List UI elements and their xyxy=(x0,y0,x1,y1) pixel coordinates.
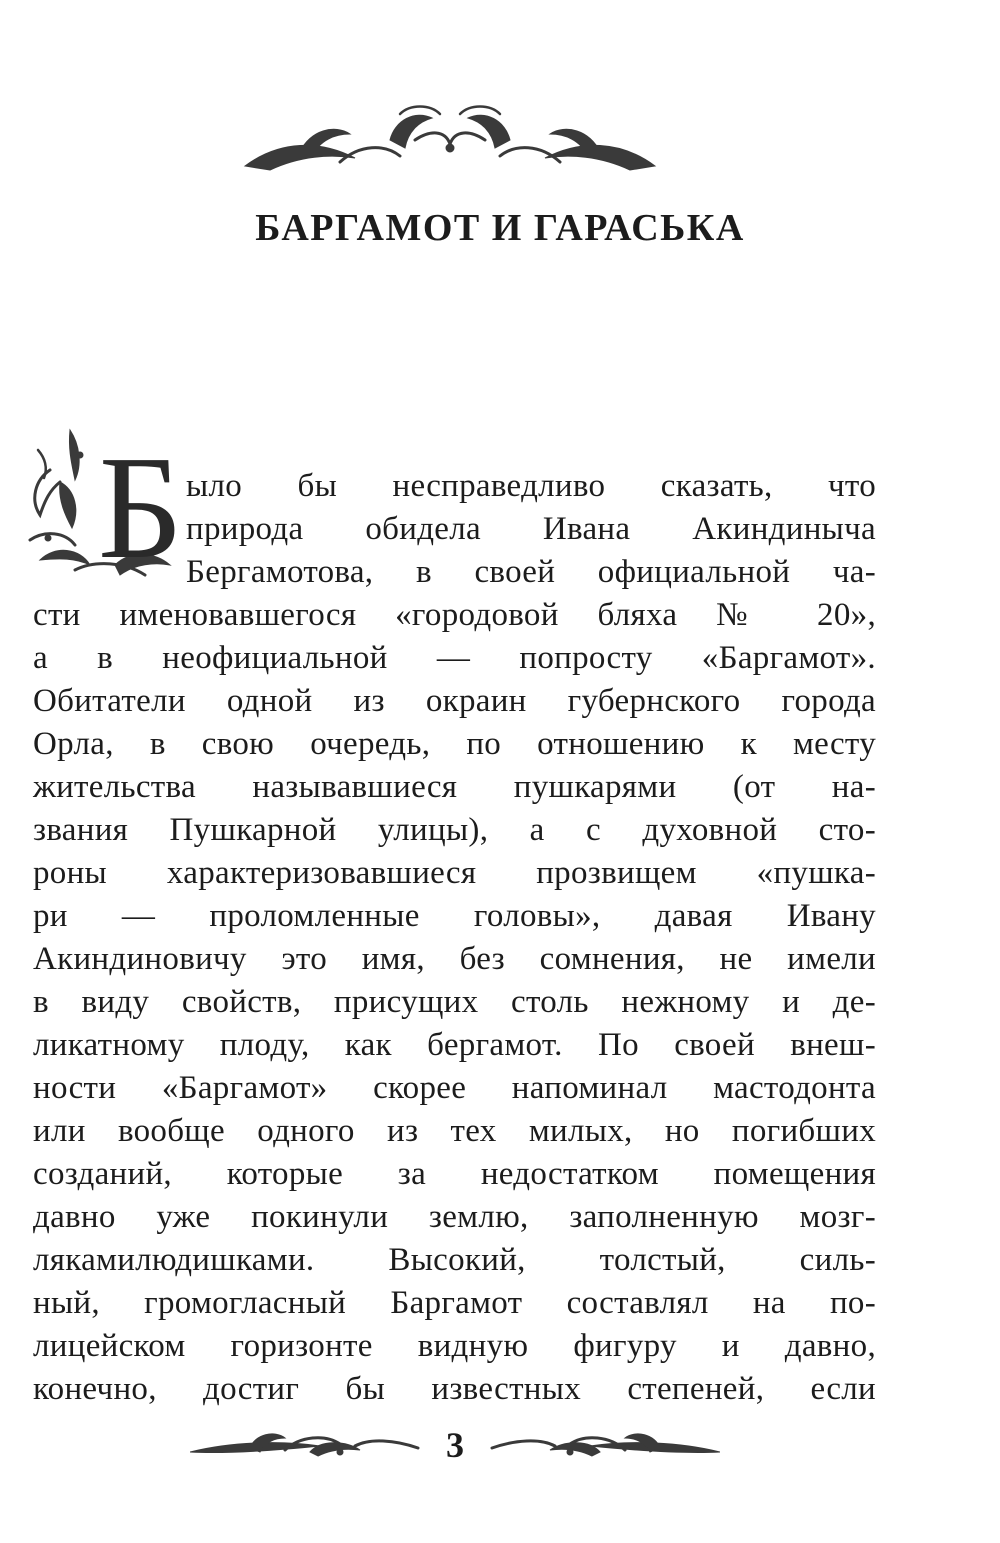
text-line-18: давно уже покинули землю, заполненную мозг- xyxy=(33,1199,876,1235)
text-line-7: Орла, в свою очередь, по отношению к месту xyxy=(33,726,876,762)
text-line-6: Обитатели одной из окраин губернского города xyxy=(33,683,876,719)
page-number: 3 xyxy=(446,1425,464,1465)
text-line-11: ри — проломленные головы», давая Ивану xyxy=(33,898,876,934)
text-line-5: а в неофициальной — попросту «Баргамот». xyxy=(33,640,876,676)
chapter-title: БАРГАМОТ И ГАРАСЬКА xyxy=(255,207,745,249)
dropcap-letter: Б xyxy=(98,426,183,590)
text-line-20: ный, громогласный Баргамот составлял на по- xyxy=(33,1285,876,1321)
text-line-2: природа обидела Ивана Акиндиныча xyxy=(186,511,876,547)
top-flourish-ornament xyxy=(240,100,660,182)
text-line-13: в виду свойств, присущих столь нежному и де- xyxy=(33,984,876,1020)
text-line-1: ыло бы несправедливо сказать, что xyxy=(186,468,876,504)
text-line-15: ности «Баргамот» скорее напоминал мастодонта xyxy=(33,1070,876,1106)
text-line-14: ликатному плоду, как бергамот. По своей внеш- xyxy=(33,1027,876,1063)
text-line-8: жительства называвшиеся пушкарями (от на- xyxy=(33,769,876,805)
text-line-9: звания Пушкарной улицы), а с духовной сто- xyxy=(33,812,876,848)
dropcap-block xyxy=(20,420,190,595)
text-line-10: роны характеризовавшиеся прозвищем «пушка- xyxy=(33,855,876,891)
text-line-21: лицейском горизонте видную фигуру и давно, xyxy=(33,1328,876,1364)
text-line-12: Акиндиновичу это имя, без сомнения, не имели xyxy=(33,941,876,977)
text-line-16: или вообще одного из тех милых, но погибших xyxy=(33,1113,876,1149)
footer-flourish-ornament xyxy=(190,1422,420,1468)
text-line-19: лякамилюдишками. Высокий, толстый, силь- xyxy=(33,1242,876,1278)
text-line-17: созданий, которые за недостатком помещения xyxy=(33,1156,876,1192)
text-line-22: конечно, достиг бы известных степеней, если xyxy=(33,1371,876,1407)
text-line-3: Бергамотова, в своей официальной ча- xyxy=(186,554,876,590)
text-line-4: сти именовавшегося «городовой бляха № 20», xyxy=(33,597,876,633)
footer-flourish-ornament-right xyxy=(490,1422,720,1468)
